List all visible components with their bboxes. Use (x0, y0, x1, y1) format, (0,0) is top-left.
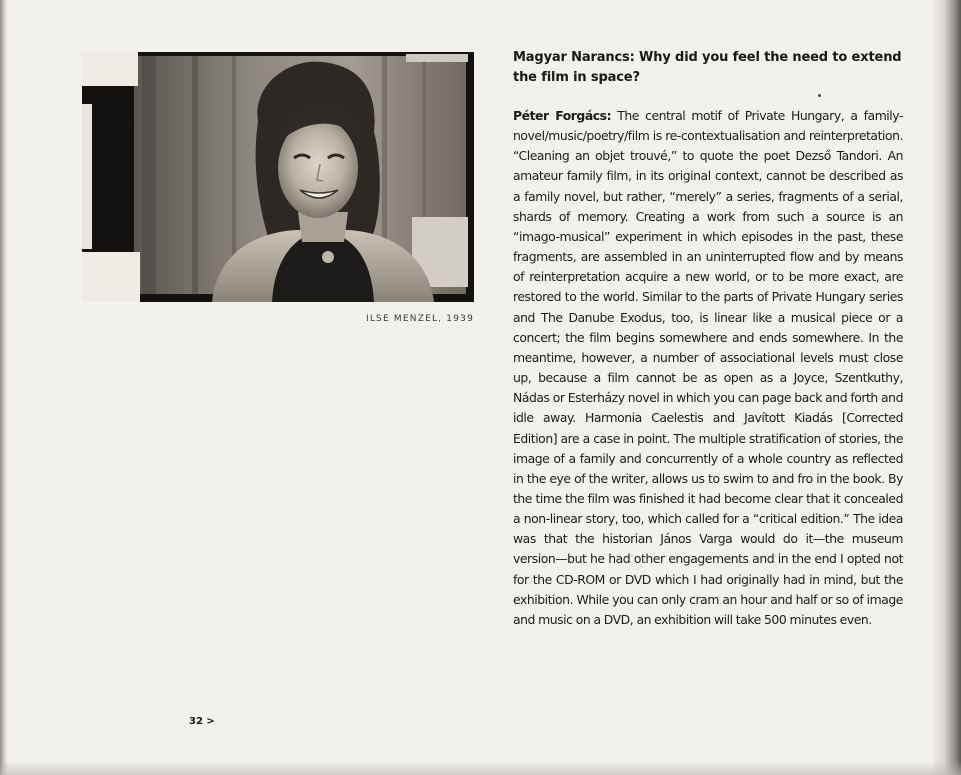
speaker-name: Péter Forgács: (513, 108, 612, 123)
photo-caption: ILSE MENZEL, 1939 (365, 314, 474, 324)
answer-text: The central motif of Private Hungary, a family-novel/music/poetry/film is re-contextualisation and reinterpretation. “Cleaning an objet trouvé,” to quote the poet Dezső Tandori. An amateur family film, in its original context, cannot be described as a family novel, but rather, “merely” a series, fragments of a serial, shards of memory. Creating a work from such a source is an “imago-musical” experiment in which episodes in the past, these fragments, are assembled in an uninterrupted flow and by means of reinterpretation acquire a new world, or to be more exact, are restored to the world. Similar to the parts of Private Hungary series and The Danube Exodus, too, is linear like a musical piece or a concert; the film begins somewhere and ends somewhere. In the meantime, however, a number of associational levels must close up, because a film cannot be as open as a Joyce, Szentkuthy, Nádas or Esterházy novel in which you can page back and forth and idle away. Harmonia Caelestis and Javított Kiadás [Corrected Edition] are a case in point. The multiple stratification of stories, the image of a family and concurrently of a whole country as reflected in the eye of the writer, allows us to swim to and fro in the book. By the time the film was finished it had become clear that it concealed a non-linear story, too, which called for a “critical edition.” The idea was that the historian János Varga would do it—the museum version—but he had other engagements and in the end I opted not for the CD-ROM or DVD which I had originally had in mind, but the exhibition. While you can only cram an hour and half or so of image and music on a DVD, an exhibition will take 500 minutes even. (513, 108, 903, 627)
separator-dot (513, 88, 903, 106)
interview-answer (513, 106, 903, 630)
interview-article (513, 48, 903, 630)
page-number: 32 > (189, 716, 215, 727)
page-edge-bottom (0, 761, 961, 775)
film-still-image (82, 52, 474, 302)
page-gutter-right (931, 0, 961, 775)
page-gutter-left (0, 0, 8, 775)
interview-question: Magyar Narancs: Why did you feel the need to extend the film in space? (513, 50, 902, 85)
film-still-photo (82, 52, 474, 302)
